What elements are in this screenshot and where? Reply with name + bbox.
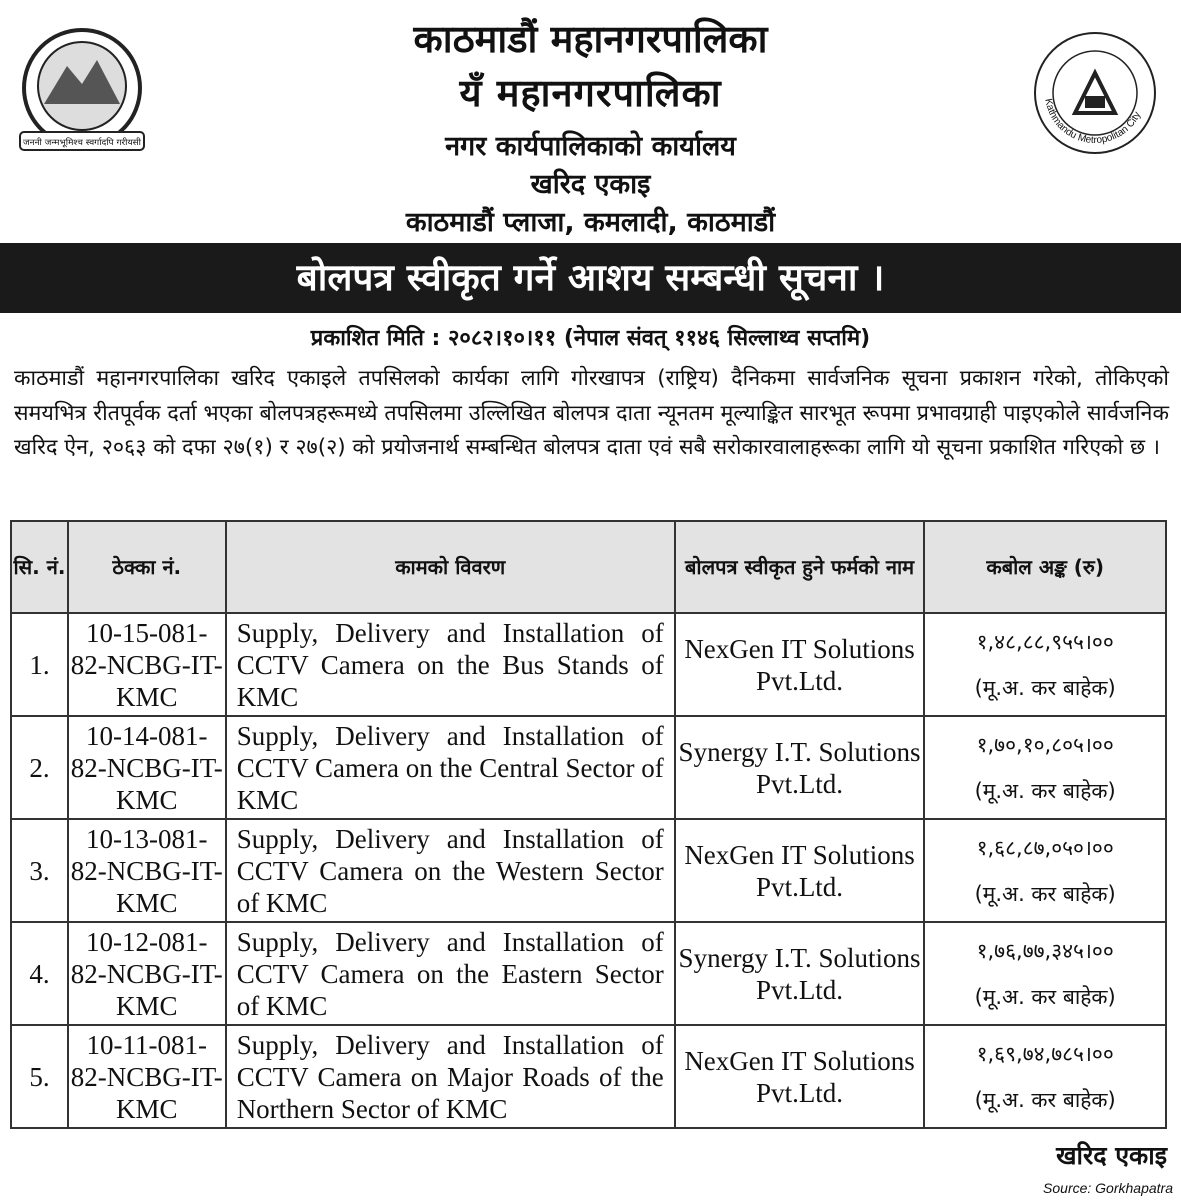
- bid-amount: १,४८,८८,९५५।००: [976, 629, 1114, 654]
- serial: 4.: [11, 922, 68, 1025]
- contract-number: 10-11-081-82-NCBG-IT-KMC: [68, 1025, 226, 1128]
- firm-name: NexGen IT Solutions Pvt.Ltd.: [675, 1025, 925, 1128]
- contract-number: 10-15-081-82-NCBG-IT-KMC: [68, 613, 226, 716]
- firm-name: Synergy I.T. Solutions Pvt.Ltd.: [675, 922, 925, 1025]
- work-description: Supply, Delivery and Installation of CCTV Camera on the Western Sector of KMC: [226, 819, 675, 922]
- col-firm: बोलपत्र स्वीकृत हुने फर्मको नाम: [675, 521, 925, 613]
- col-serial: सि. नं.: [11, 521, 68, 613]
- notice-header: [0, 0, 1181, 243]
- bid-amount: १,७०,१०,८०५।००: [976, 732, 1114, 757]
- notice-title: बोलपत्र स्वीकृत गर्ने आशय सम्बन्धी सूचना ।: [0, 243, 1181, 313]
- bid-amount: १,६८,८७,०५०।००: [976, 835, 1114, 860]
- bid-amount: १,७६,७७,३४५।००: [976, 938, 1114, 963]
- firm-name: NexGen IT Solutions Pvt.Ltd.: [675, 819, 925, 922]
- work-description: Supply, Delivery and Installation of CCTV Camera on Major Roads of the Northern Sector of KMC: [226, 1025, 675, 1128]
- table-row: [11, 819, 1166, 922]
- bid-amount-cell: [924, 716, 1166, 819]
- table-row: [11, 922, 1166, 1025]
- org-name-newari: यँ महानगरपालिका: [459, 71, 722, 115]
- work-description: Supply, Delivery and Installation of CCTV Camera on the Eastern Sector of KMC: [226, 922, 675, 1025]
- bid-amount-cell: [924, 1025, 1166, 1128]
- vat-note: (मू.अ. कर बाहेक): [974, 881, 1116, 906]
- serial: 1.: [11, 613, 68, 716]
- table-row: [11, 613, 1166, 716]
- vat-note: (मू.अ. कर बाहेक): [974, 675, 1116, 700]
- signature-unit: खरिद एकाइ: [1056, 1141, 1167, 1170]
- bid-amount-cell: [924, 613, 1166, 716]
- kmc-seal-ring-text: Kathmandu Metropolitan City: [1042, 97, 1144, 147]
- vat-note: (मू.अ. कर बाहेक): [974, 1087, 1116, 1112]
- bid-amount-cell: [924, 819, 1166, 922]
- unit-name: खरिद एकाइ: [530, 169, 651, 200]
- serial: 5.: [11, 1025, 68, 1128]
- source-credit: Source: Gorkhapatra: [1043, 1180, 1173, 1196]
- col-contract: ठेक्का नं.: [68, 521, 226, 613]
- table-row: [11, 1025, 1166, 1128]
- office-name: नगर कार्यपालिकाको कार्यालय: [445, 131, 736, 162]
- bid-amount: १,६९,७४,७८५।००: [976, 1041, 1114, 1066]
- published-date: प्रकाशित मिति : २०८२।१०।११ (नेपाल संवत् ११४६ सिल्लाथ्व सप्तमि): [310, 326, 871, 351]
- work-description: Supply, Delivery and Installation of CCTV Camera on the Central Sector of KMC: [226, 716, 675, 819]
- table-header: [11, 521, 1166, 613]
- col-description: कामको विवरण: [226, 521, 675, 613]
- serial: 2.: [11, 716, 68, 819]
- contract-number: 10-13-081-82-NCBG-IT-KMC: [68, 819, 226, 922]
- vat-note: (मू.अ. कर बाहेक): [974, 984, 1116, 1009]
- contract-number: 10-12-081-82-NCBG-IT-KMC: [68, 922, 226, 1025]
- serial: 3.: [11, 819, 68, 922]
- emblem-motto: जननी जन्मभूमिश्च स्वर्गादपि गरीयसी: [23, 138, 136, 148]
- work-description: Supply, Delivery and Installation of CCTV Camera on the Bus Stands of KMC: [226, 613, 675, 716]
- firm-name: Synergy I.T. Solutions Pvt.Ltd.: [675, 716, 925, 819]
- col-amount: कबोल अङ्क (रु): [924, 521, 1166, 613]
- table-row: [11, 716, 1166, 819]
- bid-amount-cell: [924, 922, 1166, 1025]
- address: काठमाडौं प्लाजा, कमलादी, काठमाडौं: [405, 207, 776, 238]
- kmc-logo-icon: [1030, 28, 1160, 158]
- vat-note: (मू.अ. कर बाहेक): [974, 778, 1116, 803]
- org-name: काठमाडौं महानगरपालिका: [413, 17, 768, 61]
- contract-number: 10-14-081-82-NCBG-IT-KMC: [68, 716, 226, 819]
- firm-name: NexGen IT Solutions Pvt.Ltd.: [675, 613, 925, 716]
- award-table: [10, 520, 1167, 1129]
- notice-body: काठमाडौं महानगरपालिका खरिद एकाइले तपसिलको कार्यका लागि गोरखापत्र (राष्ट्रिय) दैनिकमा सार्वजनिक सूचना प्रकाशन गरेको, तोकिएको समयभित्र रीतपूर्वक दर्ता भएका बोलपत्रहरूमध्ये तपसिलमा उल्लिखित बोलपत्र दाता न्यूनतम मूल्याङ्कित सारभूत रूपमा प्रभावग्राही पाइएकोले सार्वजनिक खरिद ऐन, २०६३ को दफा २७(१) र २७(२) को प्रयोजनार्थ सम्बन्धित बोलपत्र दाता एवं सबै सरोकारवालाहरूका लागि यो सूचना प्रकाशित गरिएको छ ।: [14, 366, 1169, 460]
